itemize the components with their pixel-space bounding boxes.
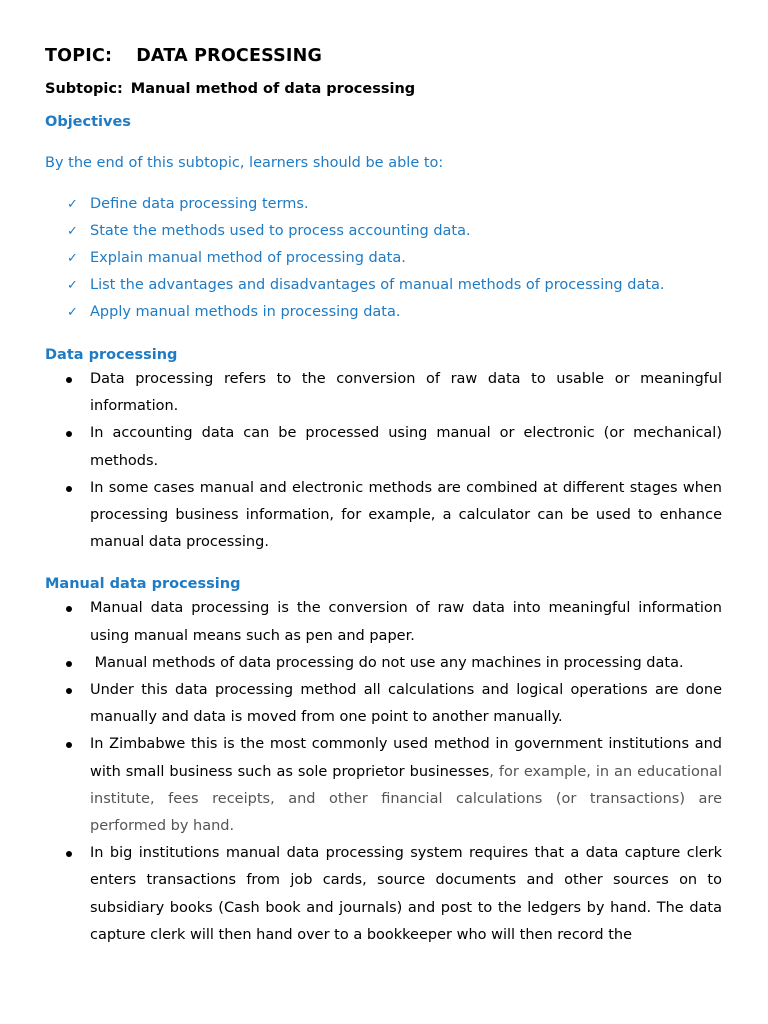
list-item-text: In big institutions manual data processing system requires that a data capture clerk enters transactions from job cards, source documents and other sources on to subsidiary books (Cash book and journals) and post to the ledgers by hand. The data capture clerk will then hand over to a bookkeeper who will then record the bbox=[90, 845, 722, 943]
list-item-text: Manual methods of data processing do not use any machines in processing data. bbox=[90, 654, 684, 671]
subtopic-value: Manual method of data processing bbox=[130, 81, 416, 97]
bullet-icon bbox=[66, 486, 72, 492]
data-processing-list bbox=[45, 366, 722, 556]
topic-value: DATA PROCESSING bbox=[136, 46, 323, 66]
list-item bbox=[45, 366, 722, 420]
list-item bbox=[45, 731, 722, 840]
bullet-icon bbox=[66, 431, 72, 437]
objective-text: Define data processing terms. bbox=[90, 196, 309, 212]
objective-text: State the methods used to process accounting data. bbox=[90, 223, 471, 239]
list-item bbox=[45, 595, 722, 649]
data-processing-heading: Data processing bbox=[45, 347, 178, 363]
list-item-text: Manual data processing is the conversion of raw data into meaningful information using manual means such as pen and paper. bbox=[90, 600, 722, 644]
objective-text: Explain manual method of processing data. bbox=[90, 250, 406, 266]
bullet-icon bbox=[66, 742, 72, 748]
objective-text: Apply manual methods in processing data. bbox=[90, 304, 401, 320]
check-icon: ✓ bbox=[67, 197, 78, 212]
document-page bbox=[45, 44, 722, 949]
bullet-icon bbox=[66, 606, 72, 612]
objective-item bbox=[45, 218, 722, 245]
list-item bbox=[45, 650, 722, 677]
bullet-icon bbox=[66, 377, 72, 383]
objective-item bbox=[45, 299, 722, 326]
list-item-text: In Zimbabwe this is the most commonly used method in government institutions and with small business such as sole proprietor businesses bbox=[90, 736, 722, 780]
subtopic-label: Subtopic: bbox=[45, 81, 123, 97]
list-item-text: Under this data processing method all calculations and logical operations are done manually and data is moved from one point to another manually. bbox=[90, 682, 722, 726]
list-item bbox=[45, 475, 722, 557]
bullet-icon bbox=[66, 661, 72, 667]
subtopic-line bbox=[45, 78, 722, 100]
list-item bbox=[45, 840, 722, 949]
bullet-icon bbox=[66, 851, 72, 857]
objective-item bbox=[45, 245, 722, 272]
check-icon: ✓ bbox=[67, 224, 78, 239]
objective-item bbox=[45, 191, 722, 218]
objectives-list bbox=[45, 191, 722, 326]
topic-label: TOPIC: bbox=[45, 46, 113, 66]
list-item-text: In accounting data can be processed using manual or electronic (or mechanical) methods. bbox=[90, 425, 722, 469]
check-icon: ✓ bbox=[67, 305, 78, 320]
list-item bbox=[45, 677, 722, 731]
check-icon: ✓ bbox=[67, 278, 78, 293]
check-icon: ✓ bbox=[67, 251, 78, 266]
list-item-example-text: , for example, in an educational institute, fees receipts, and other financial calculations (or transactions) are performed by hand. bbox=[90, 763, 722, 835]
manual-data-processing-heading: Manual data processing bbox=[45, 576, 241, 593]
list-item bbox=[45, 420, 722, 474]
bullet-icon bbox=[66, 688, 72, 694]
manual-data-processing-list bbox=[45, 595, 722, 949]
objectives-heading: Objectives bbox=[45, 114, 131, 130]
objective-item bbox=[45, 272, 722, 299]
objective-text: List the advantages and disadvantages of manual methods of processing data. bbox=[90, 277, 665, 293]
objectives-intro: By the end of this subtopic, learners should be able to: bbox=[45, 155, 444, 171]
page-title bbox=[45, 44, 722, 68]
list-item-text: Data processing refers to the conversion of raw data to usable or meaningful information. bbox=[90, 371, 722, 415]
list-item-text: In some cases manual and electronic methods are combined at different stages when processing business information, for example, a calculator can be used to enhance manual data processing. bbox=[90, 479, 722, 551]
